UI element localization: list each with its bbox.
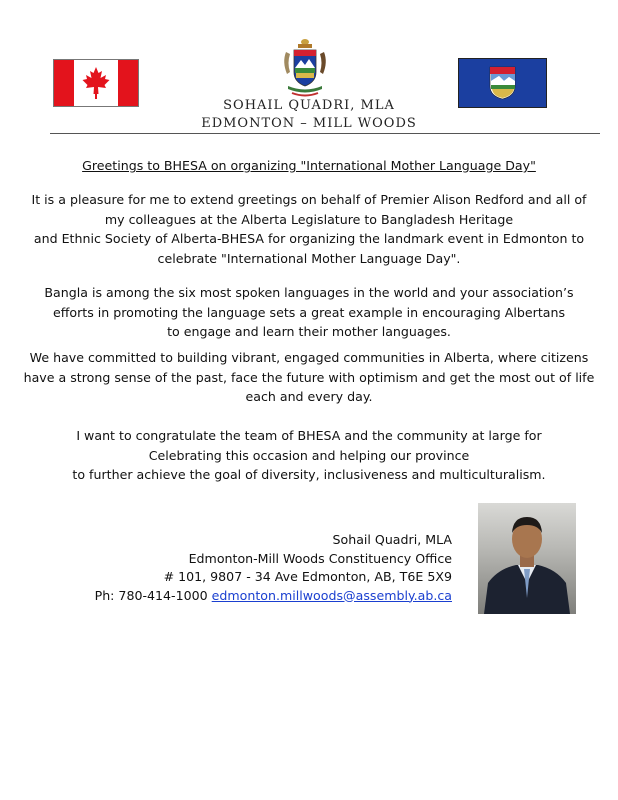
signature-office: Edmonton-Mill Woods Constituency Office [188,550,452,566]
paragraph-line: have a strong sense of the past, face the future with optimism and get the most out of life [23,369,595,385]
portrait-figure [478,503,576,614]
paragraph-line: Celebrating this occasion and helping our province [148,447,470,463]
signature-contact [95,587,452,606]
header-riding: EDMONTON – MILL WOODS [201,116,417,131]
paragraph-line: We have committed to building vibrant, engaged communities in Alberta, where citizens [29,350,589,365]
alberta-shield-icon [489,66,516,100]
signature-block [95,531,452,605]
letter-paragraph-4 [20,426,598,485]
portrait-photo [478,503,576,614]
signature-phone: Ph: 780-414-1000 [94,587,208,603]
email-link[interactable]: edmonton.millwoods@assembly.ab.ca [211,587,452,603]
paragraph-line: celebrate "International Mother Language Day". [157,250,461,266]
letter-paragraph-3 [20,348,598,407]
signature-address: # 101, 9807 - 34 Ave Edmonton, AB, T6E 5X9 [163,569,452,584]
coat-of-arms-crest [280,38,330,100]
paragraph-line: to engage and learn their mother languages. [167,324,451,339]
paragraph-line: each and every day. [245,389,373,404]
paragraph-line: to further achieve the goal of diversity, inclusiveness and multiculturalism. [72,467,546,482]
paragraph-line: efforts in promoting the language sets a great example in encouraging Albertans [52,304,566,320]
letter-title: Greetings to BHESA on organizing "International Mother Language Day" [82,158,536,173]
paragraph-line: and Ethnic Society of Alberta-BHESA for organizing the landmark event in Edmonton to [33,231,585,246]
paragraph-line: It is a pleasure for me to extend greetings on behalf of Premier Alison Redford and all of [31,192,587,207]
header-divider [50,133,600,134]
maple-leaf-icon [81,66,111,100]
paragraph-line: Bangla is among the six most spoken languages in the world and your association’s [44,285,574,300]
header-name: SOHAIL QUADRI, MLA [223,98,395,113]
letter-paragraph-2 [20,283,598,342]
signature-name: Sohail Quadri, MLA [332,532,452,547]
paragraph-line: my colleagues at the Alberta Legislature to Bangladesh Heritage [104,211,514,227]
letter-paragraph-1 [20,190,598,268]
paragraph-line: I want to congratulate the team of BHESA and the community at large for [76,428,542,443]
